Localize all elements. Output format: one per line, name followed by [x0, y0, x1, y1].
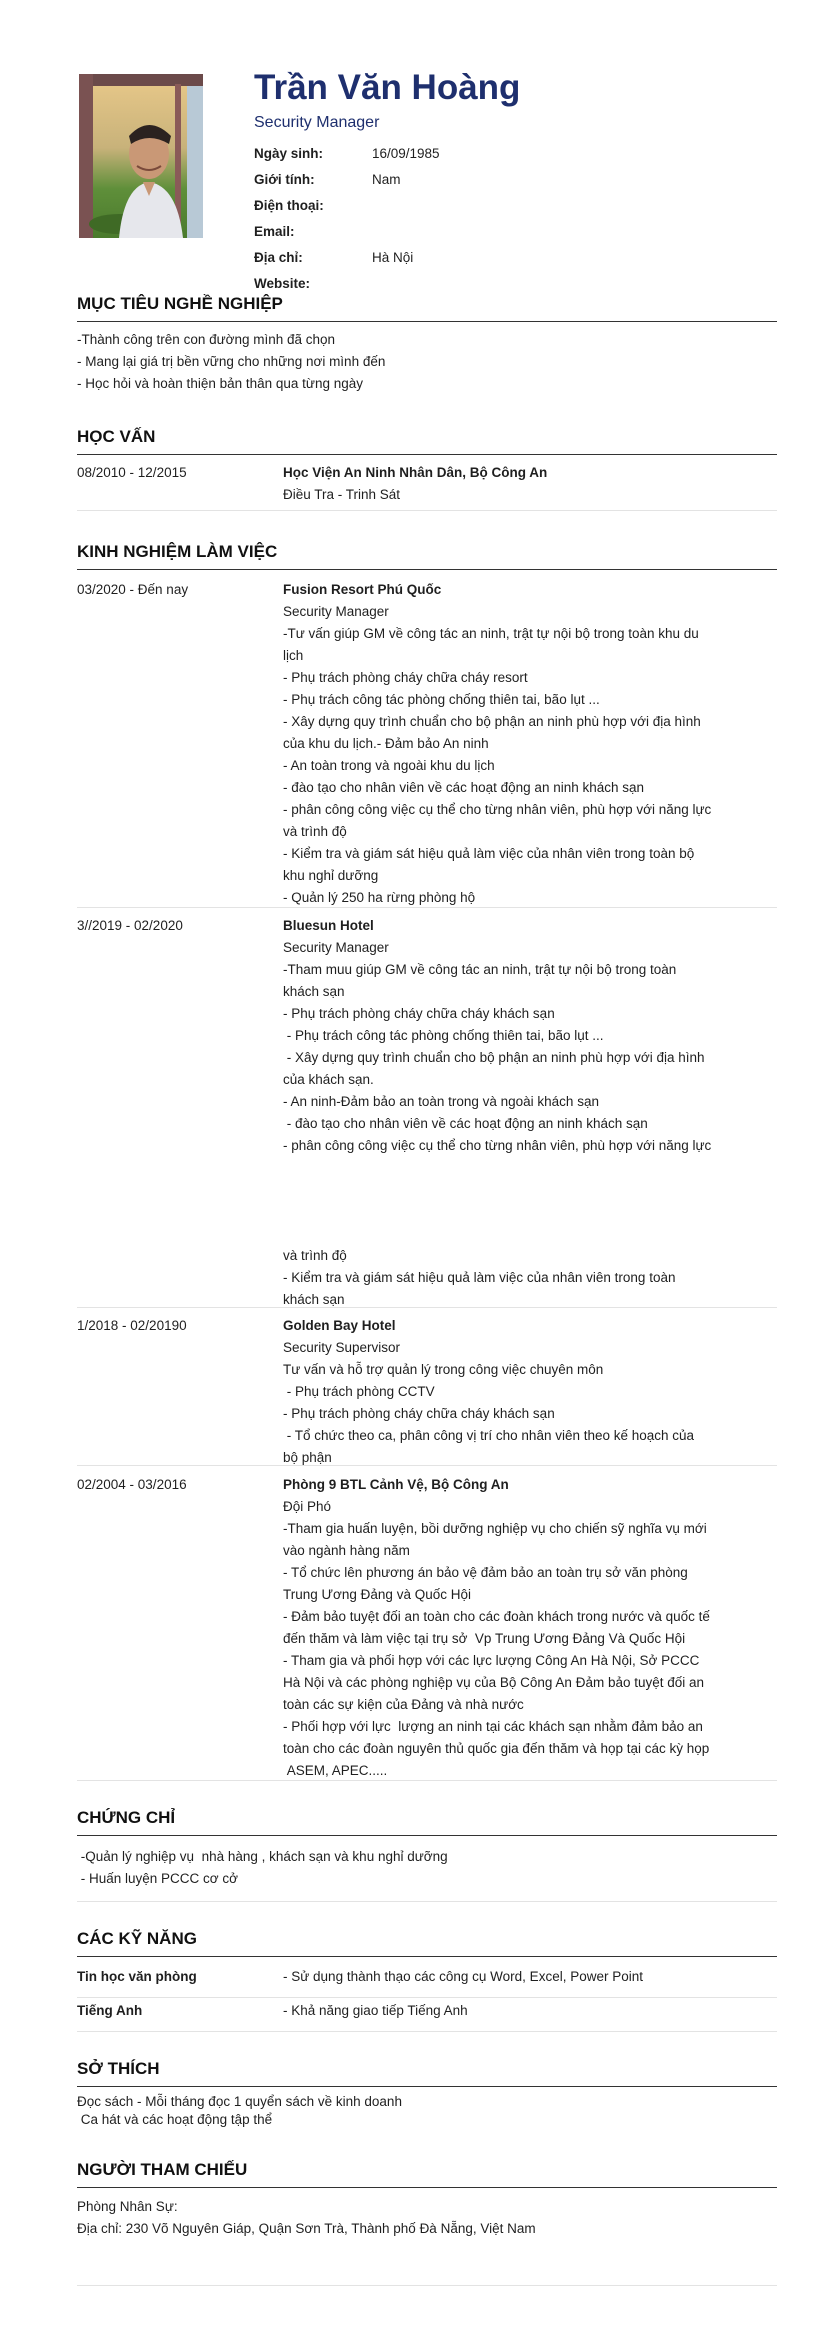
entry-line: - Phụ trách phòng CCTV — [283, 1384, 435, 1399]
objective-line: - Mang lại giá trị bền vững cho những nơi mình đến — [77, 354, 386, 369]
entry-body — [283, 1474, 733, 1782]
divider — [77, 2285, 777, 2286]
info-label: Địa chỉ: — [254, 249, 303, 265]
entry-line: Security Manager — [283, 604, 389, 619]
entry-line: - Kiểm tra và giám sát hiệu quả làm việc của nhân viên trong toàn — [283, 1270, 676, 1285]
entry-body — [283, 915, 733, 1311]
entry-line: và trình độ — [283, 1248, 347, 1263]
info-label: Ngày sinh: — [254, 145, 324, 161]
experience-entry — [77, 1315, 777, 1466]
info-value: Nam — [372, 171, 401, 187]
certificate-line: -Quản lý nghiệp vụ nhà hàng , khách sạn và khu nghỉ dưỡng — [77, 1849, 448, 1864]
entry-line: - phân công công việc cụ thể cho từng nhân viên, phù hợp với năng lực — [283, 1138, 712, 1153]
entry-line: khách sạn — [283, 1292, 345, 1307]
section-title-experience: KINH NGHIỆM LÀM VIỆC — [77, 542, 777, 570]
section-title-hobbies: SỞ THÍCH — [77, 2059, 777, 2087]
entry-line: khu nghỉ dưỡng — [283, 868, 379, 883]
experience-entry — [77, 1474, 777, 1781]
profile-photo — [79, 74, 203, 238]
header — [254, 66, 774, 296]
info-row-email — [254, 218, 774, 244]
entry-line: và trình độ — [283, 824, 347, 839]
entry-date: 03/2020 - Đến nay — [77, 582, 189, 597]
references-text — [77, 2196, 777, 2240]
entry-line: Hà Nội và các phòng nghiệp vụ của Bộ Công An Đảm bảo tuyệt đối an — [283, 1675, 705, 1690]
info-value: 16/09/1985 — [372, 145, 440, 161]
entry-line: Trung Ương Đảng và Quốc Hội — [283, 1587, 471, 1602]
entry-line: - Phối hợp với lực lượng an ninh tại các khách sạn nhằm đảm bảo an — [283, 1719, 703, 1734]
entry-organization: Học Viện An Ninh Nhân Dân, Bộ Công An — [283, 465, 548, 480]
info-label: Email: — [254, 223, 295, 239]
info-row-phone — [254, 192, 774, 218]
info-row-website — [254, 270, 774, 296]
divider — [77, 1901, 777, 1902]
entry-line: toàn các sự kiện của Đảng và nhà nước — [283, 1697, 524, 1712]
entry-date: 02/2004 - 03/2016 — [77, 1477, 187, 1492]
info-row-address — [254, 244, 774, 270]
entry-date: 3//2019 - 02/2020 — [77, 918, 183, 933]
section-title-certificates: CHỨNG CHỈ — [77, 1808, 777, 1836]
section-title-objective: MỤC TIÊU NGHỀ NGHIỆP — [77, 294, 777, 322]
entry-line: - Tham gia và phối hợp với các lực lượng Công An Hà Nội, Sở PCCC — [283, 1653, 700, 1668]
entry-organization: Bluesun Hotel — [283, 918, 374, 933]
entry-line: -Tư vấn giúp GM về công tác an ninh, trật tự nội bộ trong toàn khu du — [283, 626, 699, 641]
hobbies-text — [77, 2093, 777, 2129]
entry-body — [283, 462, 733, 506]
certificates-text — [77, 1846, 777, 1890]
entry-line: của khu du lịch.- Đảm bảo An ninh — [283, 736, 489, 751]
skill-description: - Khả năng giao tiếp Tiếng Anh — [283, 2003, 468, 2018]
entry-line: -Tham muu giúp GM về công tác an ninh, trật tự nội bộ trong toàn — [283, 962, 677, 977]
entry-line: - Tổ chức theo ca, phân công vị trí cho nhân viên theo kế hoạch của — [283, 1428, 695, 1443]
entry-line: - đào tạo cho nhân viên về các hoạt động an ninh khách sạn — [283, 780, 645, 795]
entry-body — [283, 579, 733, 909]
skill-row — [77, 1963, 777, 1998]
entry-line: của khách sạn. — [283, 1072, 374, 1087]
entry-line: vào ngành hàng năm — [283, 1543, 410, 1558]
entry-line: - Phụ trách phòng cháy chữa cháy khách sạn — [283, 1006, 555, 1021]
info-label: Website: — [254, 275, 311, 291]
info-row-birthdate — [254, 140, 774, 166]
personal-info — [254, 140, 774, 296]
hobby-line: Ca hát và các hoạt động tập thể — [77, 2112, 273, 2127]
page-break-gap — [283, 1157, 733, 1245]
entry-line: - đào tạo cho nhân viên về các hoạt động an ninh khách sạn — [283, 1116, 648, 1131]
info-label: Điện thoại: — [254, 197, 324, 213]
entry-line: khách sạn — [283, 984, 345, 999]
entry-line: bộ phận — [283, 1450, 332, 1465]
skill-name: Tin học văn phòng — [77, 1969, 197, 1984]
entry-line: Đội Phó — [283, 1499, 332, 1514]
reference-line: Địa chỉ: 230 Võ Nguyên Giáp, Quận Sơn Trà, Thành phố Đà Nẵng, Việt Nam — [77, 2221, 536, 2236]
objective-text — [77, 329, 777, 395]
entry-line: - Xây dựng quy trình chuẩn cho bộ phận an ninh phù hợp với địa hình — [283, 1050, 705, 1065]
entry-line: - Kiểm tra và giám sát hiệu quả làm việc của nhân viên trong toàn bộ — [283, 846, 695, 861]
hobby-line: Đọc sách - Mỗi tháng đọc 1 quyển sách về kinh doanh — [77, 2094, 402, 2109]
entry-line: đến thăm và làm việc tại trụ sở Vp Trung Ương Đảng Và Quốc Hội — [283, 1631, 686, 1646]
entry-line: -Tham gia huấn luyện, bồi dưỡng nghiệp vụ cho chiến sỹ nghĩa vụ mới — [283, 1521, 707, 1536]
entry-organization: Fusion Resort Phú Quốc — [283, 582, 442, 597]
certificate-line: - Huấn luyện PCCC cơ cở — [77, 1871, 239, 1886]
experience-entry — [77, 579, 777, 908]
entry-line: - Phụ trách phòng cháy chữa cháy khách sạn — [283, 1406, 555, 1421]
entry-line: - Phụ trách phòng cháy chữa cháy resort — [283, 670, 528, 685]
portrait-image — [79, 74, 203, 238]
entry-line: ASEM, APEC..... — [283, 1763, 388, 1778]
entry-line: Tư vấn và hỗ trợ quản lý trong công việc chuyên môn — [283, 1362, 604, 1377]
entry-line: Security Manager — [283, 940, 389, 955]
section-title-skills: CÁC KỸ NĂNG — [77, 1929, 777, 1957]
entry-body — [283, 1315, 733, 1469]
entry-date: 1/2018 - 02/20190 — [77, 1318, 187, 1333]
entry-line: - Tổ chức lên phương án bảo vệ đảm bảo an toàn trụ sở văn phòng — [283, 1565, 688, 1580]
candidate-position: Security Manager — [254, 114, 380, 131]
entry-line: - phân công công việc cụ thể cho từng nhân viên, phù hợp với năng lực — [283, 802, 712, 817]
skill-name: Tiếng Anh — [77, 2003, 143, 2018]
entry-line: - Xây dựng quy trình chuẩn cho bộ phận an ninh phù hợp với địa hình — [283, 714, 701, 729]
info-value: Hà Nội — [372, 249, 414, 265]
entry-line: - Đảm bảo tuyệt đối an toàn cho các đoàn khách trong nước và quốc tế — [283, 1609, 710, 1624]
entry-line: Điều Tra - Trinh Sát — [283, 487, 401, 502]
objective-line: -Thành công trên con đường mình đã chọn — [77, 332, 336, 347]
info-label: Giới tính: — [254, 171, 315, 187]
section-title-references: NGƯỜI THAM CHIẾU — [77, 2160, 777, 2188]
entry-line: - An toàn trong và ngoài khu du lịch — [283, 758, 495, 773]
candidate-name: Trần Văn Hoàng — [254, 68, 521, 107]
info-row-gender — [254, 166, 774, 192]
objective-line: - Học hỏi và hoàn thiện bản thân qua từng ngày — [77, 376, 363, 391]
entry-line: toàn cho các đoàn nguyên thủ quốc gia đến thăm và họp tại các kỳ họp — [283, 1741, 710, 1756]
skill-row — [77, 1997, 777, 2032]
reference-line: Phòng Nhân Sự: — [77, 2199, 178, 2214]
entry-date: 08/2010 - 12/2015 — [77, 465, 187, 480]
entry-organization: Phòng 9 BTL Cảnh Vệ, Bộ Công An — [283, 1477, 509, 1492]
experience-entry — [77, 915, 777, 1308]
education-entry — [77, 462, 777, 511]
entry-line: - Quản lý 250 ha rừng phòng hộ — [283, 890, 476, 905]
skill-description: - Sử dụng thành thạo các công cụ Word, Excel, Power Point — [283, 1969, 643, 1984]
entry-line: Security Supervisor — [283, 1340, 401, 1355]
entry-line: - Phụ trách công tác phòng chống thiên tai, bão lụt ... — [283, 692, 600, 707]
entry-line: - Phụ trách công tác phòng chống thiên tai, bão lụt ... — [283, 1028, 604, 1043]
entry-line: - An ninh-Đảm bảo an toàn trong và ngoài khách sạn — [283, 1094, 599, 1109]
entry-organization: Golden Bay Hotel — [283, 1318, 396, 1333]
section-title-education: HỌC VẤN — [77, 427, 777, 455]
entry-line: lịch — [283, 648, 304, 663]
